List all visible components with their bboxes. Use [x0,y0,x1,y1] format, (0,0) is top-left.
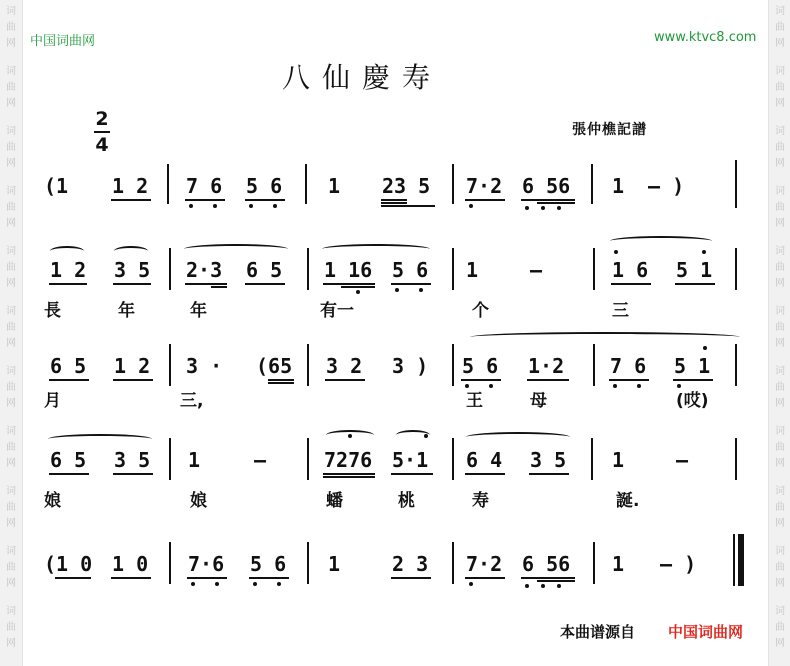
underline [381,199,407,201]
octave-dot [424,434,428,438]
site-url-watermark: www.ktvc8.com [654,30,757,45]
underline [49,283,87,285]
octave-dot [465,384,469,388]
final-barline-thin [733,534,735,586]
underline [245,199,285,201]
note-group: 1 6 [612,258,649,282]
strip-text: 词 曲 网 [6,246,16,289]
note-group: 3 2 [326,354,363,378]
underline [537,202,575,204]
time-signature-divider [94,131,110,133]
underline [381,202,407,204]
underline [49,473,89,475]
octave-dot [419,288,423,292]
barline [591,164,593,204]
octave-dot [541,206,545,210]
underline [268,382,294,384]
lyric: 蟠 [326,491,343,511]
underline [49,379,89,381]
underline [529,473,569,475]
barline [591,438,593,480]
octave-dot [356,290,360,294]
lyric: 有一 [320,301,354,321]
note-group: 1 2 [50,258,87,282]
barline [307,542,309,584]
barline [735,438,737,480]
barline [452,248,454,290]
octave-dot [253,582,257,586]
octave-dot [557,206,561,210]
note-group: 7 6 [186,174,223,198]
strip-text: 词 曲 网 [6,366,16,409]
site-watermark-left: 中国词曲网 [30,34,96,49]
lyric: 娘 [44,491,61,511]
underline [611,283,651,285]
time-signature [92,108,112,156]
barline [593,344,595,386]
strip-text: 词 曲 网 [6,6,16,49]
note-group: 1 [612,174,625,198]
note-group: 2 3 [392,552,429,576]
octave-dot [613,384,617,388]
octave-dot [189,204,193,208]
staff-row-1 [0,160,790,212]
note-group: – ) [648,174,685,198]
note-group: 6 5 [246,258,283,282]
note-group: 7·2 [466,174,503,198]
underline [465,199,505,201]
note-group: 5 1 [676,258,713,282]
octave-dot [469,582,473,586]
strip-text: 词 曲 网 [6,66,16,109]
note-group: 1 [612,448,625,472]
staff-row-3 [0,326,790,416]
barline [307,248,309,290]
strip-text: 词 曲 网 [775,486,785,529]
strip-text: 词 曲 网 [775,546,785,589]
underline [521,577,575,579]
strip-text: 词 曲 网 [775,306,785,349]
underline [341,286,375,288]
lyric: 娘 [190,491,207,511]
lyric: 三, [180,391,204,411]
strip-text: 词 曲 网 [775,126,785,169]
note-group: 1 [188,448,201,472]
octave-dot [525,206,529,210]
note-group: 1 2 [114,354,151,378]
lyric: 三 [612,301,629,321]
underline [111,577,151,579]
staff-row-4 [0,420,790,516]
underline [465,473,505,475]
barline [167,164,169,204]
staff-row-2 [0,236,790,326]
note-group: 6 5 [50,448,87,472]
lyric: 月 [44,391,61,411]
note-group: 1 16 [324,258,373,282]
barline [593,248,595,290]
strip-text: 词 曲 网 [775,366,785,409]
transcriber-credit: 張仲樵記譜 [572,122,647,138]
underline [245,283,285,285]
underline [465,577,505,579]
lyric: 寿 [472,491,489,511]
underline [268,379,294,381]
note-group: – [530,258,543,282]
strip-text: 词 曲 网 [775,606,785,649]
octave-dot [249,204,253,208]
underline [391,473,433,475]
lyric: 个 [472,301,489,321]
note-group: 3 5 [530,448,567,472]
lyric: 誕. [616,491,640,511]
strip-text: 词 曲 网 [775,66,785,109]
note-group: 7·2 [466,552,503,576]
strip-text: 词 曲 网 [6,186,16,229]
note-group: 1 [612,552,625,576]
underline [185,283,227,285]
underline [537,580,575,582]
underline [323,473,375,475]
lyric: 母 [530,391,547,411]
underline [461,379,501,381]
barline [169,542,171,584]
note-group: 3 ) [392,354,429,378]
note-group: 23 5 [382,174,431,198]
octave-dot [489,384,493,388]
strip-text: 词 曲 网 [775,426,785,469]
time-signature-top: 2 [95,108,109,130]
underline [113,283,151,285]
note-group: 6 5 [50,354,87,378]
underline [111,199,151,201]
slur [466,432,570,442]
octave-dot [395,288,399,292]
octave-dot [557,584,561,588]
octave-dot [277,582,281,586]
note-group: 1 [328,552,341,576]
note-group: 1·2 [528,354,565,378]
note-group: 7276 [324,448,373,472]
note-group: (65 [256,354,293,378]
note-group: 6 56 [522,552,571,576]
lyric: 長 [44,301,61,321]
octave-dot [348,434,352,438]
strip-text: 词 曲 网 [6,306,16,349]
underline [391,283,431,285]
strip-text: 词 曲 网 [6,606,16,649]
time-signature-bottom: 4 [95,134,109,156]
slur [184,244,288,254]
strip-text: 词 曲 网 [6,426,16,469]
barline [169,344,171,386]
barline [307,344,309,386]
slur [322,244,430,254]
slur [50,246,84,256]
barline [452,164,454,204]
octave-dot [525,584,529,588]
note-group: 5 6 [250,552,287,576]
strip-text: 词 曲 网 [6,126,16,169]
underline [609,379,649,381]
barline [735,160,737,208]
barline [452,344,454,386]
note-group: 3 5 [114,258,151,282]
strip-text: 词 曲 网 [775,186,785,229]
octave-dot [637,384,641,388]
octave-dot [273,204,277,208]
underline [249,577,289,579]
underline [185,199,225,201]
note-group: 3 5 [114,448,151,472]
note-group: – [676,448,689,472]
octave-dot [677,384,681,388]
strip-text: 词 曲 网 [6,546,16,589]
source-site-link[interactable]: 中国词曲网 [668,623,744,641]
strip-text: 词 曲 网 [6,486,16,529]
slur [470,332,740,342]
staff-row-5 [0,530,790,594]
note-group: 7 6 [610,354,647,378]
octave-dot [213,204,217,208]
underline [673,379,713,381]
note-group: 5 6 [462,354,499,378]
note-group: 1 [466,258,479,282]
underline [113,379,153,381]
underline [113,473,153,475]
note-group: 1 [328,174,341,198]
note-group: 5 6 [392,258,429,282]
note-group: 5·1 [392,448,429,472]
lyric: 王 [466,391,483,411]
note-group: – [254,448,267,472]
underline [675,283,715,285]
underline [55,577,91,579]
barline [735,344,737,386]
slur [48,434,152,444]
octave-dot [702,250,706,254]
barline [307,438,309,480]
barline [452,438,454,480]
underline [391,577,431,579]
note-group: 1 2 [112,174,149,198]
barline [305,164,307,204]
source-label: 本曲谱源自 [560,623,636,641]
octave-dot [191,582,195,586]
underline [325,379,365,381]
underline [323,476,375,478]
octave-dot [541,584,545,588]
strip-text: 词 曲 网 [775,6,785,49]
note-group: 6 56 [522,174,571,198]
note-group: (1 0 [44,552,93,576]
lyric: (哎) [676,391,709,411]
slur [610,236,712,246]
note-group: 6 4 [466,448,503,472]
underline [527,379,569,381]
underline [521,199,575,201]
slur [114,246,148,256]
note-group: 1 0 [112,552,149,576]
octave-dot [703,346,707,350]
underline [211,286,227,288]
barline [735,248,737,290]
lyric: 年 [118,301,135,321]
underline [323,283,375,285]
final-barline-thick [738,534,744,586]
barline [169,438,171,480]
underline [381,205,435,207]
octave-dot [469,204,473,208]
note-group: 5 1 [674,354,711,378]
lyric: 年 [190,301,207,321]
underline [187,577,227,579]
lyric: 桃 [398,491,415,511]
strip-text: 词 曲 网 [775,246,785,289]
note-group: (1 [44,174,69,198]
score-title: 八仙慶寿 [282,61,443,94]
note-group: 3 · [186,354,223,378]
octave-dot [614,250,618,254]
note-group: – ) [660,552,697,576]
note-group: 7·6 [188,552,225,576]
note-group: 5 6 [246,174,283,198]
barline [169,248,171,290]
barline [593,542,595,584]
octave-dot [215,582,219,586]
barline [452,542,454,584]
note-group: 2·3 [186,258,223,282]
